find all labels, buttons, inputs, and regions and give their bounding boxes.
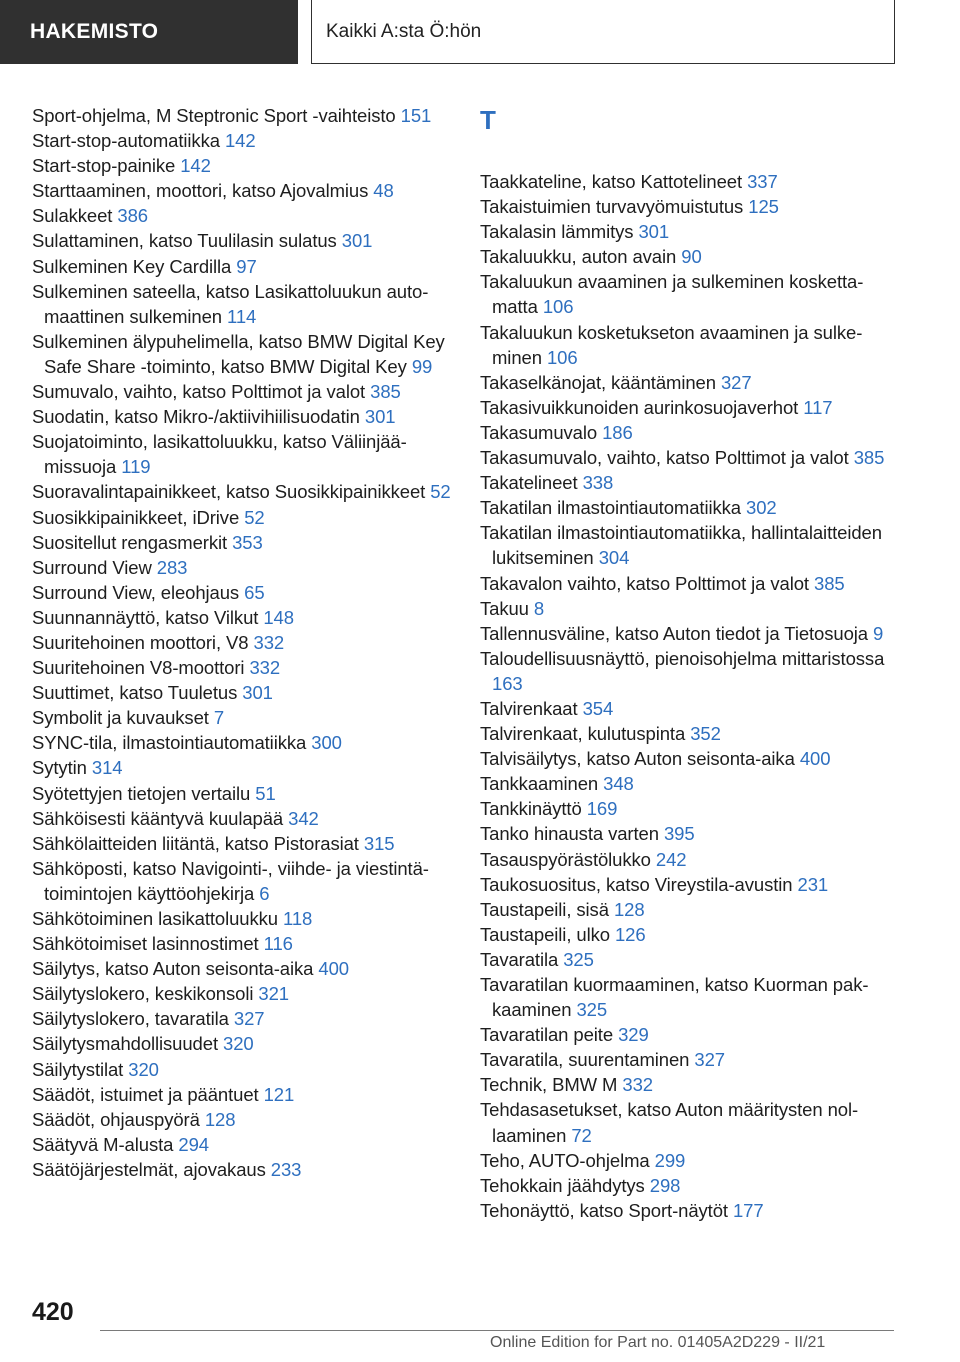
index-entry: [32, 505, 452, 530]
page-link[interactable]: 385: [814, 572, 845, 594]
index-entry: [480, 721, 890, 746]
page-link[interactable]: 7: [213, 707, 225, 729]
page-link[interactable]: 395: [663, 823, 695, 845]
page-link[interactable]: 231: [797, 873, 829, 895]
entry-term: Tavaratilan kuormaaminen, katso Kuorman pakkaaminen: [480, 974, 869, 1021]
entry-term: Säädöt, ohjauspyörä: [32, 1108, 200, 1130]
entry-term: Sähkölaitteiden liitäntä, katso Pistorasiat: [32, 832, 359, 854]
page-link[interactable]: 242: [655, 848, 687, 870]
index-entry: [480, 219, 890, 244]
index-entry: [32, 254, 452, 279]
entry-term: Sulkeminen älypuhelimella, katso BMW Digital Key Safe Share -toiminto, katso BMW Digital Key: [32, 330, 445, 377]
page-link[interactable]: 128: [204, 1108, 236, 1130]
entry-term: Säädöt, istuimet ja pääntuet: [32, 1083, 259, 1105]
entry-term: Taukosuositus, katso Vireystila-avustin: [480, 873, 793, 895]
entry-term: Taloudellisuusnäyttö, pienoisohjelma mittaristossa: [480, 647, 885, 669]
index-column-left: [32, 103, 452, 1182]
index-entry: [32, 605, 452, 630]
page-link[interactable]: 48: [373, 180, 394, 202]
index-entry: [480, 646, 890, 696]
page-link[interactable]: 338: [582, 472, 614, 494]
index-entry: [480, 847, 890, 872]
entry-term: Teho, AUTO-ohjelma: [480, 1149, 650, 1171]
index-entry: [480, 445, 890, 470]
index-entry: [32, 429, 452, 479]
index-entry: [32, 1082, 452, 1107]
index-entry: [480, 796, 890, 821]
page-link[interactable]: 320: [128, 1058, 159, 1080]
index-entry: [32, 530, 452, 555]
index-entry: [32, 981, 452, 1006]
index-entry: [480, 897, 890, 922]
page-link[interactable]: 99: [411, 355, 433, 377]
index-entry: [32, 1006, 452, 1031]
entry-term: Technik, BMW M: [480, 1074, 618, 1096]
page-link[interactable]: 304: [598, 547, 630, 569]
entry-term: Tavaratila, suurentaminen: [480, 1049, 690, 1071]
entry-term: Säilytystilat: [32, 1058, 124, 1080]
index-entry: [480, 520, 890, 570]
entry-term: Takavalon vaihto, katso Polttimot ja valot: [480, 572, 809, 594]
index-entry: [32, 1057, 452, 1082]
entry-term: Säätyvä M-alusta: [32, 1133, 174, 1155]
index-entry: [32, 153, 452, 178]
page-link[interactable]: 52: [244, 506, 265, 528]
entry-term: Starttaaminen, moottori, katso Ajovalmius: [32, 180, 369, 202]
entry-term: Takaluukun kosketukseton avaaminen ja sulkeminen: [480, 321, 863, 368]
index-entry: [480, 872, 890, 897]
entry-term: Start-stop-automatiikka: [32, 130, 220, 152]
page-link[interactable]: 163: [492, 672, 523, 694]
index-entry: [480, 244, 890, 269]
index-entry: [480, 370, 890, 395]
entry-term: Start-stop-painike: [32, 155, 176, 177]
index-entry: [32, 228, 452, 253]
page-link[interactable]: 302: [746, 497, 777, 519]
index-tab[interactable]: HAKEMISTO: [0, 0, 298, 64]
entry-term: Takaluukku, auton avain: [480, 246, 677, 268]
index-entry: [480, 395, 890, 420]
page-link[interactable]: 65: [244, 581, 265, 603]
page-link[interactable]: 301: [364, 406, 396, 428]
index-entry: [32, 1107, 452, 1132]
page-link[interactable]: 386: [117, 205, 148, 227]
page-link[interactable]: 353: [232, 531, 263, 553]
page-link[interactable]: 121: [263, 1083, 295, 1105]
entry-term: Taustapeili, sisä: [480, 898, 609, 920]
entry-term: Takaselkänojat, kääntäminen: [480, 371, 716, 393]
index-entry: [480, 696, 890, 721]
entry-term: Takaluukun avaaminen ja sulkeminen koskettamatta: [480, 271, 864, 318]
index-entry: [32, 1132, 452, 1157]
entry-term: Surround View, eleohjaus: [32, 581, 240, 603]
page-link[interactable]: 186: [602, 421, 633, 443]
page-link[interactable]: 332: [622, 1074, 653, 1096]
entry-term: Tehdasasetukset, katso Auton määritysten nollaaminen: [480, 1099, 859, 1146]
index-entry: [480, 320, 890, 370]
page-link[interactable]: 321: [258, 983, 289, 1005]
entry-term: Säilytys, katso Auton seisonta-aika: [32, 958, 314, 980]
entry-term: Takatilan ilmastointiautomatiikka: [480, 497, 741, 519]
index-entry: [480, 621, 890, 646]
entry-term: Sulkeminen sateella, katso Lasikattoluukun automaattinen sulkeminen: [32, 280, 429, 327]
index-entry: [32, 103, 452, 128]
entry-term: Sulattaminen, katso Tuulilasin sulatus: [32, 230, 337, 252]
page-link[interactable]: 385: [370, 381, 401, 403]
page-link[interactable]: 9: [873, 622, 884, 644]
entry-term: Takuu: [480, 597, 529, 619]
page-link[interactable]: 106: [542, 296, 574, 318]
entry-term: Suojatoiminto, lasikattoluukku, katso Väliinjäämissuoja: [32, 431, 407, 478]
entry-term: Surround View: [32, 556, 152, 578]
page-link[interactable]: 329: [618, 1024, 649, 1046]
page-link[interactable]: 301: [242, 682, 273, 704]
index-entry: [480, 1198, 890, 1223]
index-column-right: [480, 103, 890, 1223]
index-entry: [480, 269, 890, 319]
index-entry: [480, 470, 890, 495]
index-entry: [32, 931, 452, 956]
footer-divider: [100, 1330, 894, 1331]
page-link[interactable]: 332: [249, 657, 281, 679]
index-entry: [480, 746, 890, 771]
index-entry: [32, 705, 452, 730]
page-link[interactable]: 169: [586, 798, 618, 820]
page-link[interactable]: 126: [614, 923, 646, 945]
page-link[interactable]: 142: [224, 130, 256, 152]
index-entry: [480, 922, 890, 947]
page-link[interactable]: 142: [180, 155, 211, 177]
letter-heading: T: [480, 105, 496, 135]
entry-term: Symbolit ja kuvaukset: [32, 707, 209, 729]
page-link[interactable]: 325: [576, 999, 608, 1021]
index-entry: [32, 806, 452, 831]
entry-term: Takatelineet: [480, 472, 578, 494]
index-entry: [32, 856, 452, 906]
index-entry: [32, 203, 452, 228]
entry-term: Suuttimet, katso Tuuletus: [32, 682, 238, 704]
page-link[interactable]: 320: [223, 1033, 254, 1055]
page-link[interactable]: 128: [613, 898, 645, 920]
entry-term: Sulakkeet: [32, 205, 113, 227]
entry-term: Talvirenkaat, kulutuspinta: [480, 723, 686, 745]
page-link[interactable]: 301: [341, 230, 373, 252]
entry-term: Taakkateline, katso Kattotelineet: [480, 171, 743, 192]
page-link[interactable]: 177: [732, 1199, 764, 1221]
index-entry: [32, 906, 452, 931]
entry-term: Sähköposti, katso Navigointi-, viihde- ja viestintätoimintojen käyttöohjekirja: [32, 857, 429, 904]
index-entry: [32, 956, 452, 981]
index-entry: [480, 596, 890, 621]
entry-term: Takasivuikkunoiden aurinkosuojaverhot: [480, 396, 799, 418]
page-header: [0, 0, 960, 68]
index-entry: [480, 1097, 890, 1147]
entry-term: Sähköisesti kääntyvä kuulapää: [32, 807, 284, 829]
entry-term: Tankkinäyttö: [480, 798, 582, 820]
entry-term: Säilytyslokero, tavaratila: [32, 1008, 229, 1030]
index-entry: [480, 972, 890, 1022]
entry-term: Sumuvalo, vaihto, katso Polttimot ja valot: [32, 381, 366, 403]
index-entry: [32, 781, 452, 806]
page-link[interactable]: 90: [681, 246, 702, 268]
page-link[interactable]: 298: [649, 1174, 681, 1196]
page-link[interactable]: 337: [747, 171, 778, 192]
entry-term: Tasauspyörästölukko: [480, 848, 651, 870]
page-link[interactable]: 301: [638, 221, 670, 243]
index-entry: [32, 479, 452, 504]
entry-term: Suodatin, katso Mikro-/aktiivihiilisuodatin: [32, 406, 360, 428]
page-link[interactable]: 148: [263, 606, 294, 628]
edition-footer: Online Edition for Part no. 01405A2D229 - II/21: [490, 1334, 826, 1351]
index-entry: [32, 329, 452, 379]
entry-term: SYNC-tila, ilmastointiautomatiikka: [32, 732, 307, 754]
page-link[interactable]: 315: [363, 832, 395, 854]
page-link[interactable]: 332: [253, 631, 285, 653]
entry-term: Säätöjärjestelmät, ajovakaus: [32, 1158, 266, 1180]
index-entry: [32, 755, 452, 780]
index-entry: [32, 680, 452, 705]
entry-term: Takasumuvalo: [480, 421, 598, 443]
entry-term: Syötettyjen tietojen vertailu: [32, 782, 251, 804]
page-link[interactable]: 118: [283, 908, 313, 929]
entry-term: Sähkötoiminen lasikattoluukku: [32, 908, 278, 929]
entry-term: Suosikkipainikkeet, iDrive: [32, 506, 240, 528]
entry-term: Suuritehoinen V8-moottori: [32, 657, 245, 679]
page-link[interactable]: 352: [690, 723, 721, 745]
entry-term: Sport-ohjelma, M Steptronic Sport -vaihteisto: [32, 105, 396, 126]
page-link[interactable]: 97: [236, 255, 257, 277]
entry-term: Tehokkain jäähdytys: [480, 1174, 645, 1196]
page-link[interactable]: 151: [400, 105, 432, 126]
index-entry: [32, 1157, 452, 1182]
index-entry: [32, 580, 452, 605]
index-entry: [32, 1031, 452, 1056]
index-entry: [32, 831, 452, 856]
page-link[interactable]: 117: [803, 396, 833, 418]
page-link[interactable]: 314: [91, 757, 123, 779]
index-entry: [32, 404, 452, 429]
index-entry: [32, 630, 452, 655]
page-link[interactable]: 400: [318, 958, 349, 980]
page-link[interactable]: 283: [156, 556, 188, 578]
index-entry: [480, 495, 890, 520]
page-link[interactable]: 294: [178, 1133, 209, 1155]
page-link[interactable]: 119: [121, 456, 151, 478]
page-link[interactable]: 106: [546, 346, 578, 368]
entry-term: Taustapeili, ulko: [480, 923, 610, 945]
index-entry: [480, 1022, 890, 1047]
page-link[interactable]: 233: [270, 1158, 302, 1180]
page-link[interactable]: 327: [233, 1008, 265, 1030]
entry-term: Säilytysmahdollisuudet: [32, 1033, 218, 1055]
index-entry: [480, 821, 890, 846]
index-entry: [480, 771, 890, 796]
index-entry: [32, 178, 452, 203]
page-link[interactable]: 400: [799, 748, 831, 770]
entry-term: Takasumuvalo, vaihto, katso Polttimot ja valot: [480, 447, 849, 469]
page-link[interactable]: 354: [582, 697, 614, 719]
page-number: 420: [32, 1298, 74, 1326]
page-link[interactable]: 348: [603, 773, 634, 795]
index-entry: [480, 169, 890, 194]
entry-term: Tanko hinausta varten: [480, 823, 659, 845]
entry-term: Sulkeminen Key Cardilla: [32, 255, 232, 277]
page-link[interactable]: 325: [563, 948, 594, 970]
page-link[interactable]: 300: [311, 732, 342, 754]
index-entry: [480, 194, 890, 219]
index-entry: [32, 128, 452, 153]
entry-term: Suuritehoinen moottori, V8: [32, 631, 249, 653]
index-entry: [480, 571, 890, 596]
entry-term: Takalasin lämmitys: [480, 221, 634, 243]
entry-term: Tallennusväline, katso Auton tiedot ja Tietosuoja: [480, 622, 868, 644]
page-link[interactable]: 51: [255, 782, 276, 804]
page-link[interactable]: 327: [694, 1049, 725, 1071]
entry-term: Sytytin: [32, 757, 87, 779]
index-entry: [480, 1148, 890, 1173]
index-entry: [32, 379, 452, 404]
page-link[interactable]: 342: [288, 807, 319, 829]
entry-term: Tavaratilan peite: [480, 1024, 614, 1046]
page-link[interactable]: 327: [720, 371, 752, 393]
index-entry: [480, 947, 890, 972]
page-link[interactable]: 114: [227, 305, 257, 327]
page-link[interactable]: 125: [748, 196, 779, 218]
entry-term: Säilytyslokero, keskikonsoli: [32, 983, 254, 1005]
entry-term: Suunnannäyttö, katso Vilkut: [32, 606, 259, 628]
index-entry: [480, 1173, 890, 1198]
index-entry: [32, 655, 452, 680]
page-link[interactable]: 8: [533, 597, 545, 619]
index-entry: [480, 1047, 890, 1072]
entry-term: Tehonäyttö, katso Sport-näytöt: [480, 1199, 728, 1221]
page-link[interactable]: 72: [571, 1124, 592, 1146]
entry-term: Suositellut rengasmerkit: [32, 531, 228, 553]
index-entry: [32, 555, 452, 580]
entry-term: Tavaratila: [480, 948, 559, 970]
entry-term: Talvisäilytys, katso Auton seisonta-aika: [480, 748, 795, 770]
entry-term: Sähkötoimiset lasinnostimet: [32, 933, 259, 955]
index-entry: [480, 1072, 890, 1097]
page-link[interactable]: 116: [263, 933, 293, 955]
page-link[interactable]: 6: [259, 882, 270, 904]
section-tab[interactable]: Kaikki A:sta Ö:hön: [311, 0, 895, 64]
entry-term: Talvirenkaat: [480, 697, 578, 719]
index-entry: [480, 420, 890, 445]
entry-term: Takaistuimien turvavyömuistutus: [480, 196, 744, 218]
index-entry: [32, 279, 452, 329]
page-link[interactable]: 385: [853, 447, 885, 469]
page-link[interactable]: 299: [654, 1149, 686, 1171]
page-link[interactable]: 52: [430, 481, 451, 503]
index-entry: [32, 730, 452, 755]
entry-term: Tankkaaminen: [480, 773, 599, 795]
entry-term: Takatilan ilmastointiautomatiikka, hallintalaitteiden lukitseminen: [480, 522, 882, 569]
entry-term: Suoravalintapainikkeet, katso Suosikkipainikkeet: [32, 481, 426, 503]
